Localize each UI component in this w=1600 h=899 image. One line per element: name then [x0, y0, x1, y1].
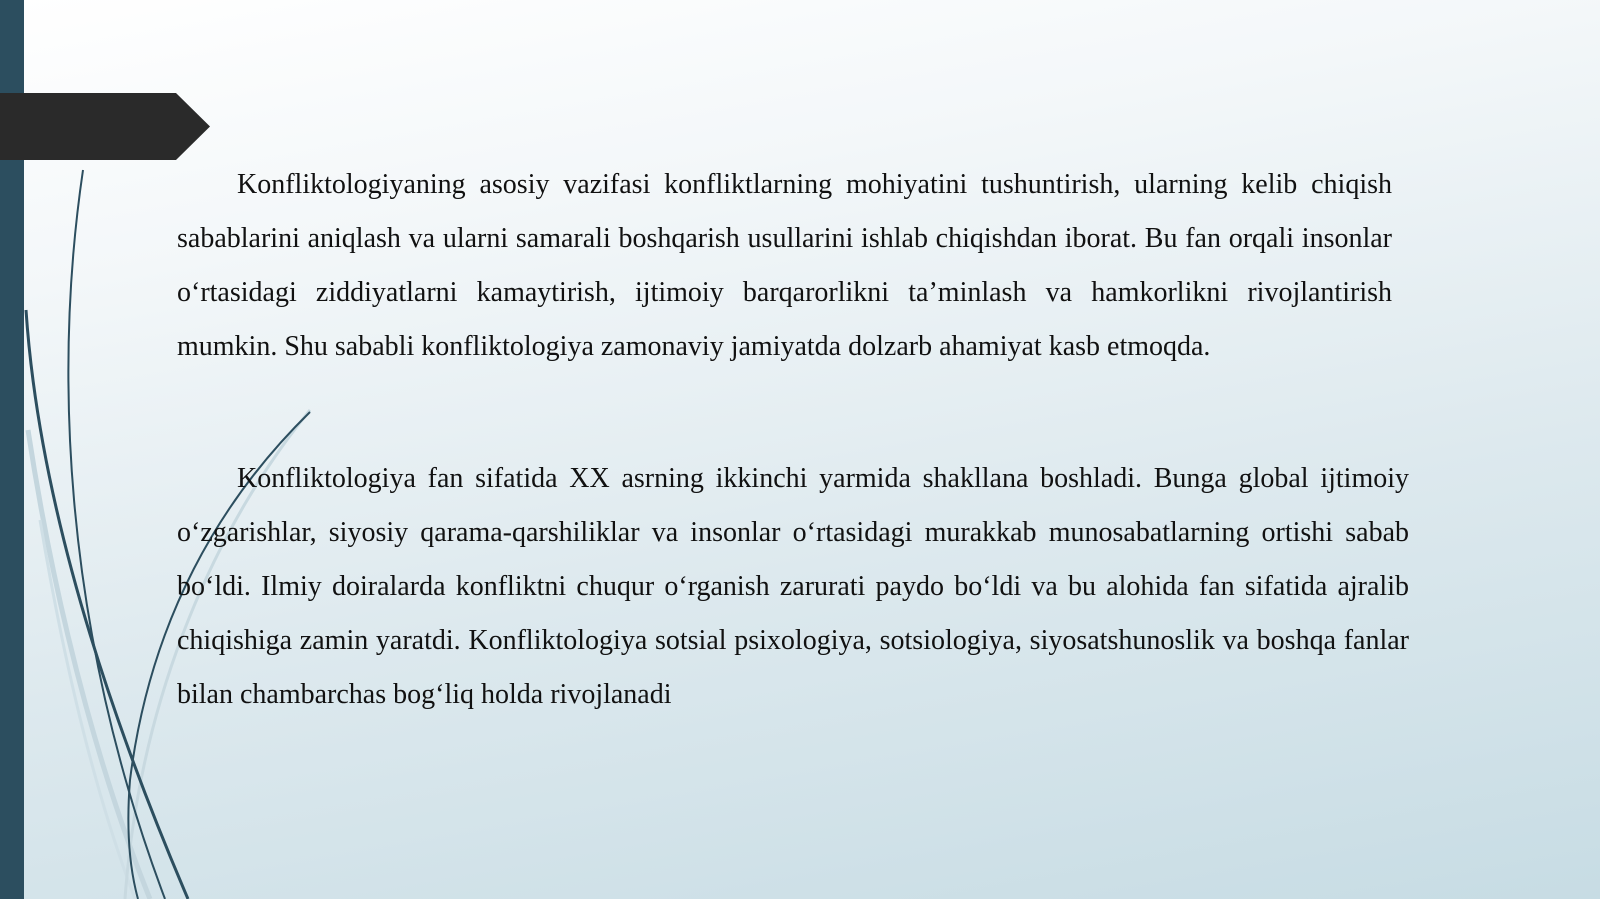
title-tab-banner [0, 93, 210, 160]
paragraph-2: Konfliktologiya fan sifatida XX asrning ikkinchi yarmida shakllana boshladi. Bunga global ijtimoiy o‘zgarishlar, siyosiy qarama-qarshiliklar va insonlar o‘rtasidagi murakkab munosabatlarning ortishi sabab bo‘ldi. Ilmiy doiralarda konfliktni chuqur o‘rganish zarurati paydo bo‘ldi va bu alohida fan sifatida ajralib chiqishiga zamin yaratdi. Konfliktologiya sotsial psixologiya, sotsiologiya, siyosatshunoslik va boshqa fanlar bilan chambarchas bog‘liq holda rivojlanadi [177, 463, 1409, 710]
paragraph-1: Konfliktologiyaning asosiy vazifasi konfliktlarning mohiyatini tushuntirish, ularning kelib chiqish sabablarini aniqlash va ularni samarali boshqarish usullarini ishlab chiqishdan iborat. Bu fan orqali insonlar o‘rtasidagi ziddiyatlarni kamaytirish, ijtimoiy barqarorlikni ta’minlash va hamkorlikni rivojlantirish mumkin. Shu sababli konfliktologiya zamonaviy jamiyatda dolzarb ahamiyat kasb etmoqda. [177, 169, 1392, 362]
dark-curve-1 [68, 170, 165, 899]
dark-curve-2 [26, 310, 188, 899]
